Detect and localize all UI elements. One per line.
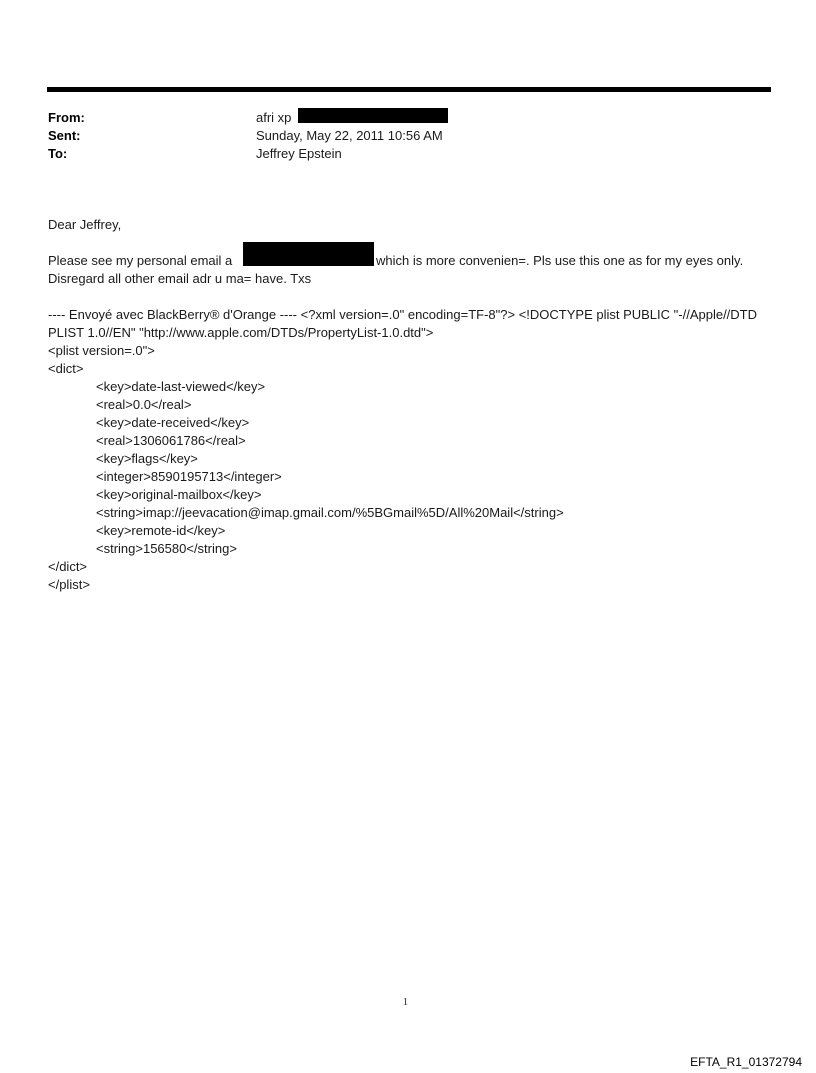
dict-entry: <key>remote-id</key> (96, 523, 226, 538)
from-label: From: (48, 110, 85, 125)
redaction-from-email (298, 108, 448, 123)
body-line-4: PLIST 1.0//EN" "http://www.apple.com/DTDs/PropertyList-1.0.dtd"> (48, 325, 434, 340)
dict-entry: <integer>8590195713</integer> (96, 469, 282, 484)
dict-entry: <string>156580</string> (96, 541, 237, 556)
plist-open: <plist version=.0"> (48, 343, 155, 358)
sent-value: Sunday, May 22, 2011 10:56 AM (256, 128, 443, 143)
dict-entry: <key>date-last-viewed</key> (96, 379, 266, 394)
dict-entry: <key>flags</key> (96, 451, 198, 466)
page-number: 1 (403, 997, 408, 1008)
dict-entry: <real>1306061786</real> (96, 433, 246, 448)
body-line-1a: Please see my personal email a (48, 253, 233, 268)
dict-close: </dict> (48, 559, 88, 574)
plist-close: </plist> (48, 577, 90, 592)
body-line-3: ---- Envoyé avec BlackBerry® d'Orange ---- <?xml version=.0" encoding=TF-8"?> <!DOCTYPE plist PUBLIC "-//Apple//DTD (48, 307, 758, 322)
sent-label: Sent: (48, 128, 81, 143)
body-line-1b: which is more convenien=. Pls use this one as for my eyes only. (376, 253, 744, 268)
header-divider (47, 87, 771, 92)
from-value: afri xp (256, 110, 292, 125)
dict-open: <dict> (48, 361, 84, 376)
to-value: Jeffrey Epstein (256, 146, 342, 161)
dict-entry: <string>imap://jeevacation@imap.gmail.com/%5BGmail%5D/All%20Mail</string> (96, 505, 564, 520)
body-line-2: Disregard all other email adr u ma= have. Txs (48, 271, 312, 286)
dict-entry: <real>0.0</real> (96, 397, 192, 412)
redaction-personal-email (243, 242, 374, 266)
dict-entry: <key>original-mailbox</key> (96, 487, 262, 502)
document-id: EFTA_R1_01372794 (690, 1055, 802, 1069)
dict-entry: <key>date-received</key> (96, 415, 250, 430)
greeting: Dear Jeffrey, (48, 217, 122, 232)
to-label: To: (48, 146, 68, 161)
